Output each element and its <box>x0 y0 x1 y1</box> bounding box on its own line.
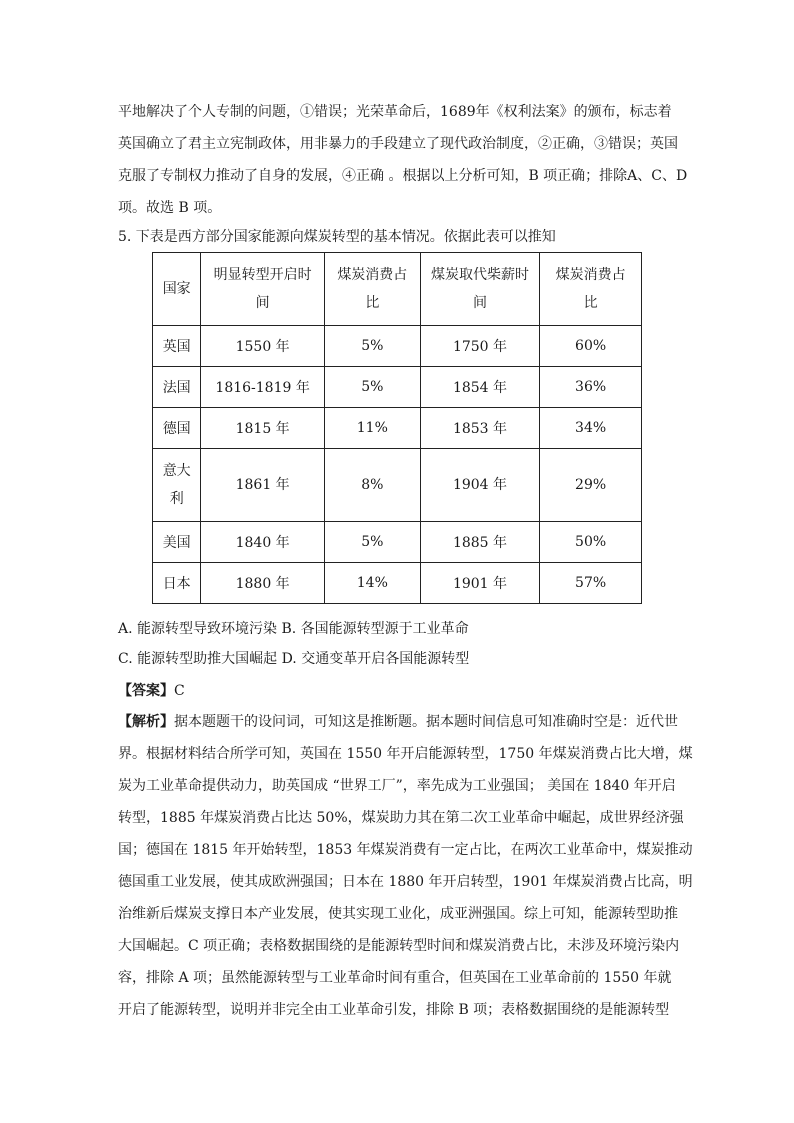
start-cell: 1815 年 <box>201 408 325 449</box>
paragraph-line: 克服了专制权力推动了自身的发展，④正确 。根据以上分析可知，B 项正确；排除A、C、D <box>118 168 688 184</box>
paragraph-line: 项。故选 B 项。 <box>118 200 222 216</box>
share-cell: 8% <box>324 449 420 522</box>
country-cell: 法国 <box>153 367 201 408</box>
paragraph-line: 平地解决了个人专制的问题，①错误；光荣革命后，1689年《权利法案》的颁布，标志着 <box>118 104 672 120</box>
answer-value: C <box>174 683 185 699</box>
header-cell: 煤炭消费占 比 <box>540 253 642 326</box>
share-cell: 36% <box>540 367 642 408</box>
replace-cell: 1854 年 <box>420 367 540 408</box>
energy-transition-table <box>152 252 642 604</box>
table-row <box>153 522 642 563</box>
start-cell: 1816-1819 年 <box>201 367 325 408</box>
answer-label: 【答案】 <box>118 683 174 699</box>
country-cell: 美国 <box>153 522 201 563</box>
analysis-line: 【解析】据本题题干的设问词，可知这是推断题。据本题时间信息可知准确时空是：近代世 <box>118 714 678 730</box>
country-cell: 德国 <box>153 408 201 449</box>
start-cell: 1840 年 <box>201 522 325 563</box>
country-cell: 日本 <box>153 563 201 604</box>
share-cell: 60% <box>540 326 642 367</box>
table-row <box>153 563 642 604</box>
options-line: C. 能源转型助推大国崛起 D. 交通变革开启各国能源转型 <box>118 651 470 667</box>
replace-cell: 1885 年 <box>420 522 540 563</box>
share-cell: 34% <box>540 408 642 449</box>
replace-cell: 1904 年 <box>420 449 540 522</box>
analysis-line: 治维新后煤炭支撑日本产业发展，使其实现工业化，成亚洲强国。综上可知，能源转型助推 <box>118 906 678 922</box>
analysis-line: 大国崛起。C 项正确；表格数据围绕的是能源转型时间和煤炭消费占比，未涉及环境污染内 <box>118 938 680 954</box>
share-cell: 14% <box>324 563 420 604</box>
start-cell: 1861 年 <box>201 449 325 522</box>
share-cell: 50% <box>540 522 642 563</box>
analysis-label: 【解析】 <box>118 714 174 730</box>
share-cell: 5% <box>324 367 420 408</box>
options-line: A. 能源转型导致环境污染 B. 各国能源转型源于工业革命 <box>118 621 469 637</box>
share-cell: 11% <box>324 408 420 449</box>
table-row <box>153 449 642 522</box>
share-cell: 29% <box>540 449 642 522</box>
table-row <box>153 408 642 449</box>
analysis-line: 德国重工业发展，使其成欧洲强国；日本在 1880 年开启转型，1901 年煤炭消费占比高，明 <box>118 874 693 890</box>
table-row <box>153 326 642 367</box>
share-cell: 5% <box>324 326 420 367</box>
analysis-line: 转型，1885 年煤炭消费占比达 50%，煤炭助力其在第二次工业革命中崛起，成世界经济强 <box>118 810 684 826</box>
country-cell: 英国 <box>153 326 201 367</box>
table-header-row <box>153 253 642 326</box>
answer-line <box>118 680 185 702</box>
analysis-line: 国；德国在 1815 年开始转型，1853 年煤炭消费有一定占比，在两次工业革命中，煤炭推动 <box>118 842 693 858</box>
analysis-paragraph <box>118 706 698 1026</box>
header-cell: 煤炭取代柴薪时 间 <box>420 253 540 326</box>
header-cell: 国家 <box>153 253 201 326</box>
header-cell: 明显转型开启时 间 <box>201 253 325 326</box>
share-cell: 57% <box>540 563 642 604</box>
table-row <box>153 367 642 408</box>
replace-cell: 1901 年 <box>420 563 540 604</box>
previous-answer-paragraph <box>118 96 698 224</box>
analysis-line: 开启了能源转型，说明并非完全由工业革命引发，排除 B 项；表格数据围绕的是能源转型 <box>118 1002 670 1018</box>
share-cell: 5% <box>324 522 420 563</box>
start-cell: 1880 年 <box>201 563 325 604</box>
question-title: 5. 下表是西方部分国家能源向煤炭转型的基本情况。依据此表可以推知 <box>118 229 556 245</box>
analysis-line: 容，排除 A 项；虽然能源转型与工业革命时间有重合，但英国在工业革命前的 1550 年就 <box>118 970 672 986</box>
header-cell: 煤炭消费占 比 <box>324 253 420 326</box>
country-cell: 意大 利 <box>153 449 201 522</box>
replace-cell: 1750 年 <box>420 326 540 367</box>
replace-cell: 1853 年 <box>420 408 540 449</box>
start-cell: 1550 年 <box>201 326 325 367</box>
analysis-line: 炭为工业革命提供动力，助英国成 “世界工厂”，率先成为工业强国； 美国在 1840 年开启 <box>118 778 676 794</box>
analysis-line: 界。根据材料结合所学可知，英国在 1550 年开启能源转型，1750 年煤炭消费占比大增，煤 <box>118 746 693 762</box>
paragraph-line: 英国确立了君主立宪制政体，用非暴力的手段建立了现代政治制度，②正确，③错误；英国 <box>118 136 678 152</box>
